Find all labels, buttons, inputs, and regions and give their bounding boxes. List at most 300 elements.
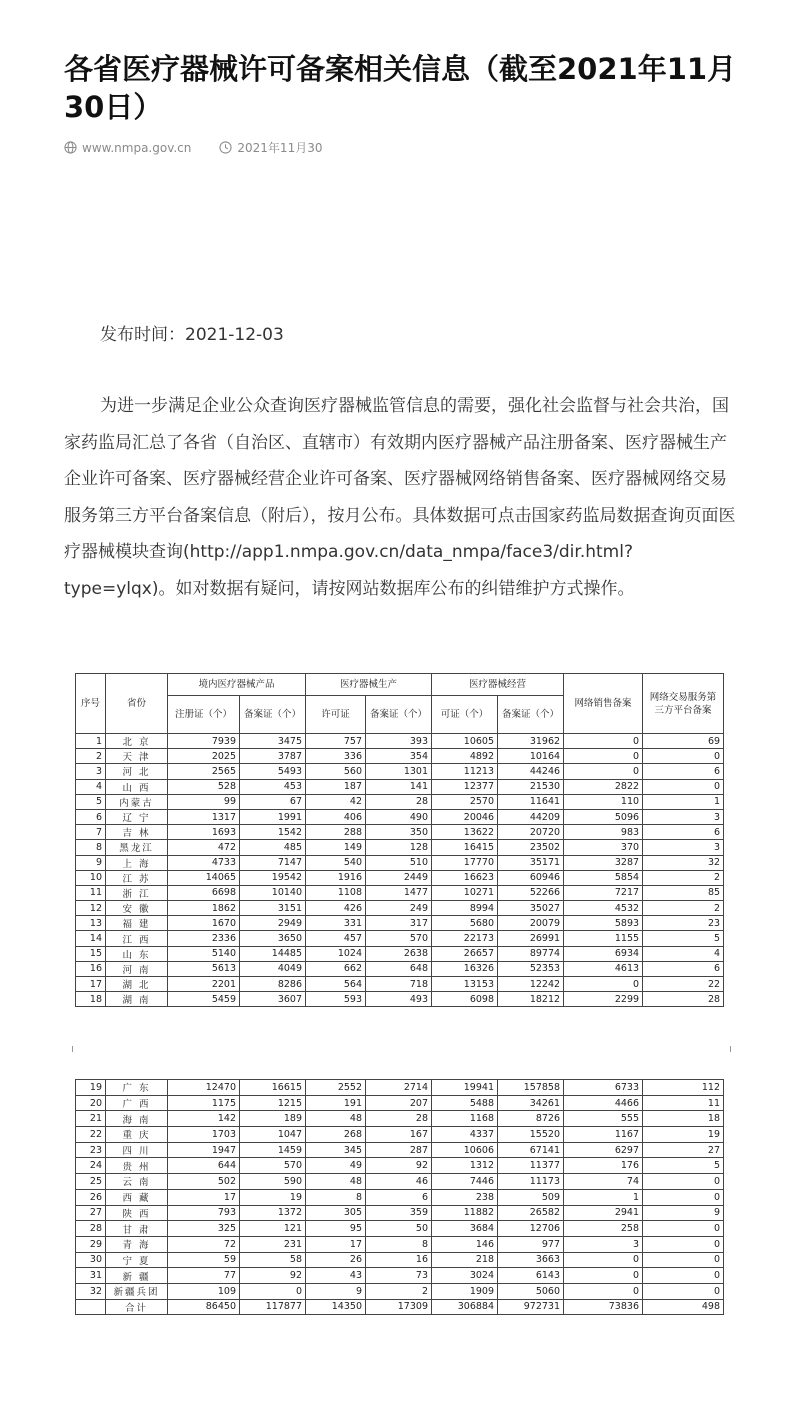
total-cell: 73836 [564, 1299, 643, 1315]
table-row [76, 1127, 724, 1143]
header-license: 许可证 [306, 696, 366, 734]
row-index: 23 [76, 1142, 106, 1158]
row-index: 20 [76, 1095, 106, 1111]
table-cell: 10140 [240, 885, 306, 900]
table-cell: 8726 [498, 1111, 564, 1127]
table-cell: 4 [643, 946, 724, 961]
table-cell: 1670 [168, 916, 240, 931]
table-cell: 16615 [240, 1080, 306, 1096]
table-cell: 11377 [498, 1158, 564, 1174]
table-cell: 10605 [432, 734, 498, 749]
row-index: 9 [76, 855, 106, 870]
table-cell: 2638 [366, 946, 432, 961]
table-cell: 110 [564, 794, 643, 809]
table-cell: 50 [366, 1221, 432, 1237]
table-cell: 9 [306, 1283, 366, 1299]
table-cell: 6 [366, 1189, 432, 1205]
row-province: 云 南 [106, 1174, 168, 1190]
table-cell: 1693 [168, 825, 240, 840]
table-cell: 2299 [564, 992, 643, 1007]
data-table-part2 [75, 1079, 723, 1315]
row-index: 25 [76, 1174, 106, 1190]
table-cell: 305 [306, 1205, 366, 1221]
table-cell: 187 [306, 779, 366, 794]
table-cell: 6 [643, 961, 724, 976]
header-third-party: 网络交易服务第三方平台备案 [643, 674, 724, 734]
table-cell: 17 [306, 1236, 366, 1252]
header-filing2: 备案证（个） [498, 696, 564, 734]
table-cell: 490 [366, 809, 432, 824]
table-cell: 9 [643, 1205, 724, 1221]
table-cell: 0 [564, 1283, 643, 1299]
table-cell: 74 [564, 1174, 643, 1190]
row-index: 12 [76, 901, 106, 916]
table-cell: 5488 [432, 1095, 498, 1111]
total-cell: 117877 [240, 1299, 306, 1315]
header-online-sales: 网络销售备案 [564, 674, 643, 734]
table-cell: 15520 [498, 1127, 564, 1143]
table-cell: 92 [240, 1268, 306, 1284]
table-cell: 34261 [498, 1095, 564, 1111]
table-cell: 644 [168, 1158, 240, 1174]
table-cell: 19542 [240, 870, 306, 885]
table-cell: 2 [643, 870, 724, 885]
table-cell: 8286 [240, 977, 306, 992]
table-cell: 2552 [306, 1080, 366, 1096]
table-cell: 11882 [432, 1205, 498, 1221]
row-index: 32 [76, 1283, 106, 1299]
table-cell: 67 [240, 794, 306, 809]
table-cell: 4337 [432, 1127, 498, 1143]
table-cell: 3663 [498, 1252, 564, 1268]
table-cell: 167 [366, 1127, 432, 1143]
table-cell: 7217 [564, 885, 643, 900]
table-cell: 1024 [306, 946, 366, 961]
table-cell: 26582 [498, 1205, 564, 1221]
table-cell: 2 [366, 1283, 432, 1299]
table-cell: 426 [306, 901, 366, 916]
table-row [76, 885, 724, 900]
table-cell: 3475 [240, 734, 306, 749]
table-cell: 12470 [168, 1080, 240, 1096]
table-cell: 3 [643, 809, 724, 824]
table-row [76, 809, 724, 824]
table-row [76, 992, 724, 1007]
table-cell: 1477 [366, 885, 432, 900]
header-filing-cert: 备案证（个） [240, 696, 306, 734]
table-cell: 5459 [168, 992, 240, 1007]
table-row [76, 1221, 724, 1237]
table-cell: 0 [643, 1268, 724, 1284]
table-cell: 48 [306, 1111, 366, 1127]
header-license2: 可证（个） [432, 696, 498, 734]
table-cell: 5493 [240, 764, 306, 779]
table-row [76, 946, 724, 961]
table-cell: 757 [306, 734, 366, 749]
table-cell: 23502 [498, 840, 564, 855]
table-row [76, 961, 724, 976]
table-cell: 570 [366, 931, 432, 946]
table-cell: 146 [432, 1236, 498, 1252]
table-row [76, 901, 724, 916]
table-cell: 157858 [498, 1080, 564, 1096]
header-seq: 序号 [76, 674, 106, 734]
table-cell: 48 [306, 1174, 366, 1190]
table-cell: 4466 [564, 1095, 643, 1111]
page-corner-mark [72, 1046, 73, 1052]
table-cell: 6698 [168, 885, 240, 900]
table-cell: 142 [168, 1111, 240, 1127]
table-cell: 12377 [432, 779, 498, 794]
table-row [76, 1080, 724, 1096]
table-cell: 3684 [432, 1221, 498, 1237]
table-cell: 73 [366, 1268, 432, 1284]
table-cell: 13153 [432, 977, 498, 992]
table-cell: 5060 [498, 1283, 564, 1299]
header-group-product: 境内医疗器械产品 [168, 674, 306, 696]
table-cell: 2822 [564, 779, 643, 794]
row-province: 山 西 [106, 779, 168, 794]
table-row [76, 931, 724, 946]
table-cell: 564 [306, 977, 366, 992]
table-cell: 11641 [498, 794, 564, 809]
table-cell: 44246 [498, 764, 564, 779]
article-meta [64, 139, 350, 156]
total-label: 合计 [106, 1299, 168, 1315]
table-cell: 46 [366, 1174, 432, 1190]
row-province: 湖 南 [106, 992, 168, 1007]
row-province: 河 南 [106, 961, 168, 976]
table-cell: 1542 [240, 825, 306, 840]
header-group-production: 医疗器械生产 [306, 674, 432, 696]
table-cell: 5096 [564, 809, 643, 824]
row-province: 西 藏 [106, 1189, 168, 1205]
table-cell: 1215 [240, 1095, 306, 1111]
table-cell: 1916 [306, 870, 366, 885]
table-cell: 370 [564, 840, 643, 855]
table-cell: 2949 [240, 916, 306, 931]
table-cell: 31962 [498, 734, 564, 749]
table-cell: 1909 [432, 1283, 498, 1299]
table-cell: 14485 [240, 946, 306, 961]
table-cell: 18212 [498, 992, 564, 1007]
row-province: 天 津 [106, 749, 168, 764]
table-cell: 0 [643, 1174, 724, 1190]
table-cell: 258 [564, 1221, 643, 1237]
table-cell: 648 [366, 961, 432, 976]
table-cell: 20079 [498, 916, 564, 931]
table-cell: 6733 [564, 1080, 643, 1096]
table-cell: 350 [366, 825, 432, 840]
total-cell: 17309 [366, 1299, 432, 1315]
table-cell: 2941 [564, 1205, 643, 1221]
total-row [76, 1299, 724, 1315]
table-cell: 231 [240, 1236, 306, 1252]
table-cell: 2565 [168, 764, 240, 779]
table-cell: 141 [366, 779, 432, 794]
row-province: 湖 北 [106, 977, 168, 992]
table-cell: 128 [366, 840, 432, 855]
table-cell: 49 [306, 1158, 366, 1174]
table-cell: 2 [643, 901, 724, 916]
table-cell: 43 [306, 1268, 366, 1284]
table-cell: 457 [306, 931, 366, 946]
table-cell: 4892 [432, 749, 498, 764]
row-province: 广 东 [106, 1080, 168, 1096]
table-row [76, 734, 724, 749]
table-cell: 11173 [498, 1174, 564, 1190]
table-cell: 0 [643, 779, 724, 794]
table-cell: 4613 [564, 961, 643, 976]
table-cell: 28 [366, 794, 432, 809]
table-cell: 5893 [564, 916, 643, 931]
total-cell: 498 [643, 1299, 724, 1315]
publish-time: 发布时间：2021-12-03 [100, 325, 284, 345]
row-province: 上 海 [106, 855, 168, 870]
table-cell: 17 [168, 1189, 240, 1205]
table-cell: 3151 [240, 901, 306, 916]
table-cell: 0 [643, 1189, 724, 1205]
row-index: 29 [76, 1236, 106, 1252]
table-cell: 1 [564, 1189, 643, 1205]
row-index: 6 [76, 809, 106, 824]
row-province: 陕 西 [106, 1205, 168, 1221]
table-cell: 509 [498, 1189, 564, 1205]
table-cell: 28 [366, 1111, 432, 1127]
row-index: 11 [76, 885, 106, 900]
publish-date: 2021年11月30 [237, 141, 323, 155]
table-row [76, 1236, 724, 1252]
table-cell: 2201 [168, 977, 240, 992]
table-cell: 7446 [432, 1174, 498, 1190]
table-cell: 112 [643, 1080, 724, 1096]
table-cell: 23 [643, 916, 724, 931]
table-cell: 6934 [564, 946, 643, 961]
table-cell: 345 [306, 1142, 366, 1158]
table-cell: 32 [643, 855, 724, 870]
table-cell: 3607 [240, 992, 306, 1007]
table-cell: 3 [564, 1236, 643, 1252]
table-cell: 7147 [240, 855, 306, 870]
table-cell: 11 [643, 1095, 724, 1111]
row-index: 18 [76, 992, 106, 1007]
table-cell: 331 [306, 916, 366, 931]
table-cell: 4733 [168, 855, 240, 870]
row-index: 27 [76, 1205, 106, 1221]
table-cell: 44209 [498, 809, 564, 824]
table-cell: 8 [366, 1236, 432, 1252]
table-cell: 0 [564, 749, 643, 764]
table-cell: 22 [643, 977, 724, 992]
row-index: 13 [76, 916, 106, 931]
table-row [76, 1252, 724, 1268]
table-cell: 2025 [168, 749, 240, 764]
article-body-text: 为进一步满足企业公众查询医疗器械监管信息的需要，强化社会监督与社会共治，国家药监局汇总了各省（自治区、直辖市）有效期内医疗器械产品注册备案、医疗器械生产企业许可备案、医疗器械经营企业许可备案、医疗器械网络销售备案、医疗器械网络交易服务第三方平台备案信息（附后），按月公布。具体数据可点击国家药监局数据查询页面医疗器械模块查询(http://app1.nmpa.gov.cn/data_nmpa/face3/dir.html?type=ylqx)。如对数据有疑问，请按网站数据库公布的纠错维护方式操作。 [64, 396, 736, 599]
row-province: 新疆兵团 [106, 1283, 168, 1299]
table-cell: 109 [168, 1283, 240, 1299]
table-cell: 22173 [432, 931, 498, 946]
row-index: 4 [76, 779, 106, 794]
table-row [76, 1142, 724, 1158]
table-cell: 19941 [432, 1080, 498, 1096]
table-cell: 19 [240, 1189, 306, 1205]
table-row [76, 1158, 724, 1174]
table-cell: 58 [240, 1252, 306, 1268]
table-row [76, 870, 724, 885]
table-cell: 472 [168, 840, 240, 855]
row-province: 安 徽 [106, 901, 168, 916]
row-index: 5 [76, 794, 106, 809]
table-row [76, 1268, 724, 1284]
table-cell: 17770 [432, 855, 498, 870]
table-cell: 16326 [432, 961, 498, 976]
table-cell: 191 [306, 1095, 366, 1111]
table-cell: 6 [643, 825, 724, 840]
table-row [76, 1205, 724, 1221]
table-cell: 14065 [168, 870, 240, 885]
table-cell: 593 [306, 992, 366, 1007]
table-cell: 8 [306, 1189, 366, 1205]
table-cell: 336 [306, 749, 366, 764]
table-cell: 0 [643, 749, 724, 764]
table-cell: 1047 [240, 1127, 306, 1143]
table-cell: 0 [564, 1252, 643, 1268]
table-cell: 0 [643, 1283, 724, 1299]
table-row [76, 1283, 724, 1299]
source-item[interactable] [64, 141, 191, 155]
total-cell: 972731 [498, 1299, 564, 1315]
data-table-part1 [75, 673, 723, 1007]
table-cell: 218 [432, 1252, 498, 1268]
table-cell: 2449 [366, 870, 432, 885]
row-index: 17 [76, 977, 106, 992]
table-cell: 1108 [306, 885, 366, 900]
row-province: 内蒙古 [106, 794, 168, 809]
table-cell: 69 [643, 734, 724, 749]
table-cell: 77 [168, 1268, 240, 1284]
table-cell: 12706 [498, 1221, 564, 1237]
table-cell: 21530 [498, 779, 564, 794]
article-title: 各省医疗器械许可备案相关信息（截至2021年11月30日） [64, 52, 737, 124]
table-cell: 3024 [432, 1268, 498, 1284]
table-cell: 510 [366, 855, 432, 870]
table-cell: 0 [564, 977, 643, 992]
table-cell: 662 [306, 961, 366, 976]
table-cell: 0 [240, 1283, 306, 1299]
table-cell: 3287 [564, 855, 643, 870]
table-cell: 555 [564, 1111, 643, 1127]
row-index: 31 [76, 1268, 106, 1284]
table-cell: 1168 [432, 1111, 498, 1127]
row-province: 河 北 [106, 764, 168, 779]
table-cell: 10606 [432, 1142, 498, 1158]
table-cell: 528 [168, 779, 240, 794]
table-cell: 1167 [564, 1127, 643, 1143]
table-cell: 8994 [432, 901, 498, 916]
row-province: 北 京 [106, 734, 168, 749]
table-cell: 1301 [366, 764, 432, 779]
table-row [76, 916, 724, 931]
table-cell: 560 [306, 764, 366, 779]
table-cell: 20046 [432, 809, 498, 824]
table-cell: 3787 [240, 749, 306, 764]
row-index: 22 [76, 1127, 106, 1143]
row-province: 广 西 [106, 1095, 168, 1111]
table-cell: 1 [643, 794, 724, 809]
table-cell: 1862 [168, 901, 240, 916]
table-cell: 13622 [432, 825, 498, 840]
table-cell: 1703 [168, 1127, 240, 1143]
row-index: 8 [76, 840, 106, 855]
table-cell: 317 [366, 916, 432, 931]
total-cell: 306884 [432, 1299, 498, 1315]
table-cell: 2714 [366, 1080, 432, 1096]
table-cell: 1372 [240, 1205, 306, 1221]
table-cell: 6 [643, 764, 724, 779]
row-province: 黑龙江 [106, 840, 168, 855]
table-cell: 3650 [240, 931, 306, 946]
table-cell: 3 [643, 840, 724, 855]
row-province: 江 西 [106, 931, 168, 946]
table-cell: 6143 [498, 1268, 564, 1284]
article-body [64, 388, 736, 607]
table-cell: 35027 [498, 901, 564, 916]
row-province: 重 庆 [106, 1127, 168, 1143]
table-cell: 121 [240, 1221, 306, 1237]
table-row [76, 779, 724, 794]
table-row [76, 1189, 724, 1205]
table-cell: 5680 [432, 916, 498, 931]
table-cell: 1459 [240, 1142, 306, 1158]
table-row [76, 764, 724, 779]
table-cell: 52266 [498, 885, 564, 900]
source-link[interactable]: www.nmpa.gov.cn [82, 140, 192, 155]
table-cell: 0 [643, 1252, 724, 1268]
table-cell: 1312 [432, 1158, 498, 1174]
table-cell: 6297 [564, 1142, 643, 1158]
table-cell: 393 [366, 734, 432, 749]
table-row [76, 977, 724, 992]
table-cell: 42 [306, 794, 366, 809]
total-cell [76, 1299, 106, 1315]
table-cell: 26657 [432, 946, 498, 961]
table-cell: 7939 [168, 734, 240, 749]
table-cell: 288 [306, 825, 366, 840]
table-cell: 207 [366, 1095, 432, 1111]
table-cell: 0 [643, 1221, 724, 1237]
row-index: 26 [76, 1189, 106, 1205]
table-cell: 354 [366, 749, 432, 764]
table-cell: 10164 [498, 749, 564, 764]
table-cell: 4532 [564, 901, 643, 916]
table-cell: 11213 [432, 764, 498, 779]
row-index: 7 [76, 825, 106, 840]
row-index: 28 [76, 1221, 106, 1237]
header-group-operation: 医疗器械经营 [432, 674, 564, 696]
table-row [76, 1111, 724, 1127]
row-province: 浙 江 [106, 885, 168, 900]
table-cell: 1317 [168, 809, 240, 824]
table-cell: 5 [643, 1158, 724, 1174]
table-cell: 189 [240, 1111, 306, 1127]
row-index: 14 [76, 931, 106, 946]
table-cell: 238 [432, 1189, 498, 1205]
table-cell: 453 [240, 779, 306, 794]
table-cell: 27 [643, 1142, 724, 1158]
table-cell: 793 [168, 1205, 240, 1221]
table-cell: 16623 [432, 870, 498, 885]
date-item [219, 139, 322, 156]
